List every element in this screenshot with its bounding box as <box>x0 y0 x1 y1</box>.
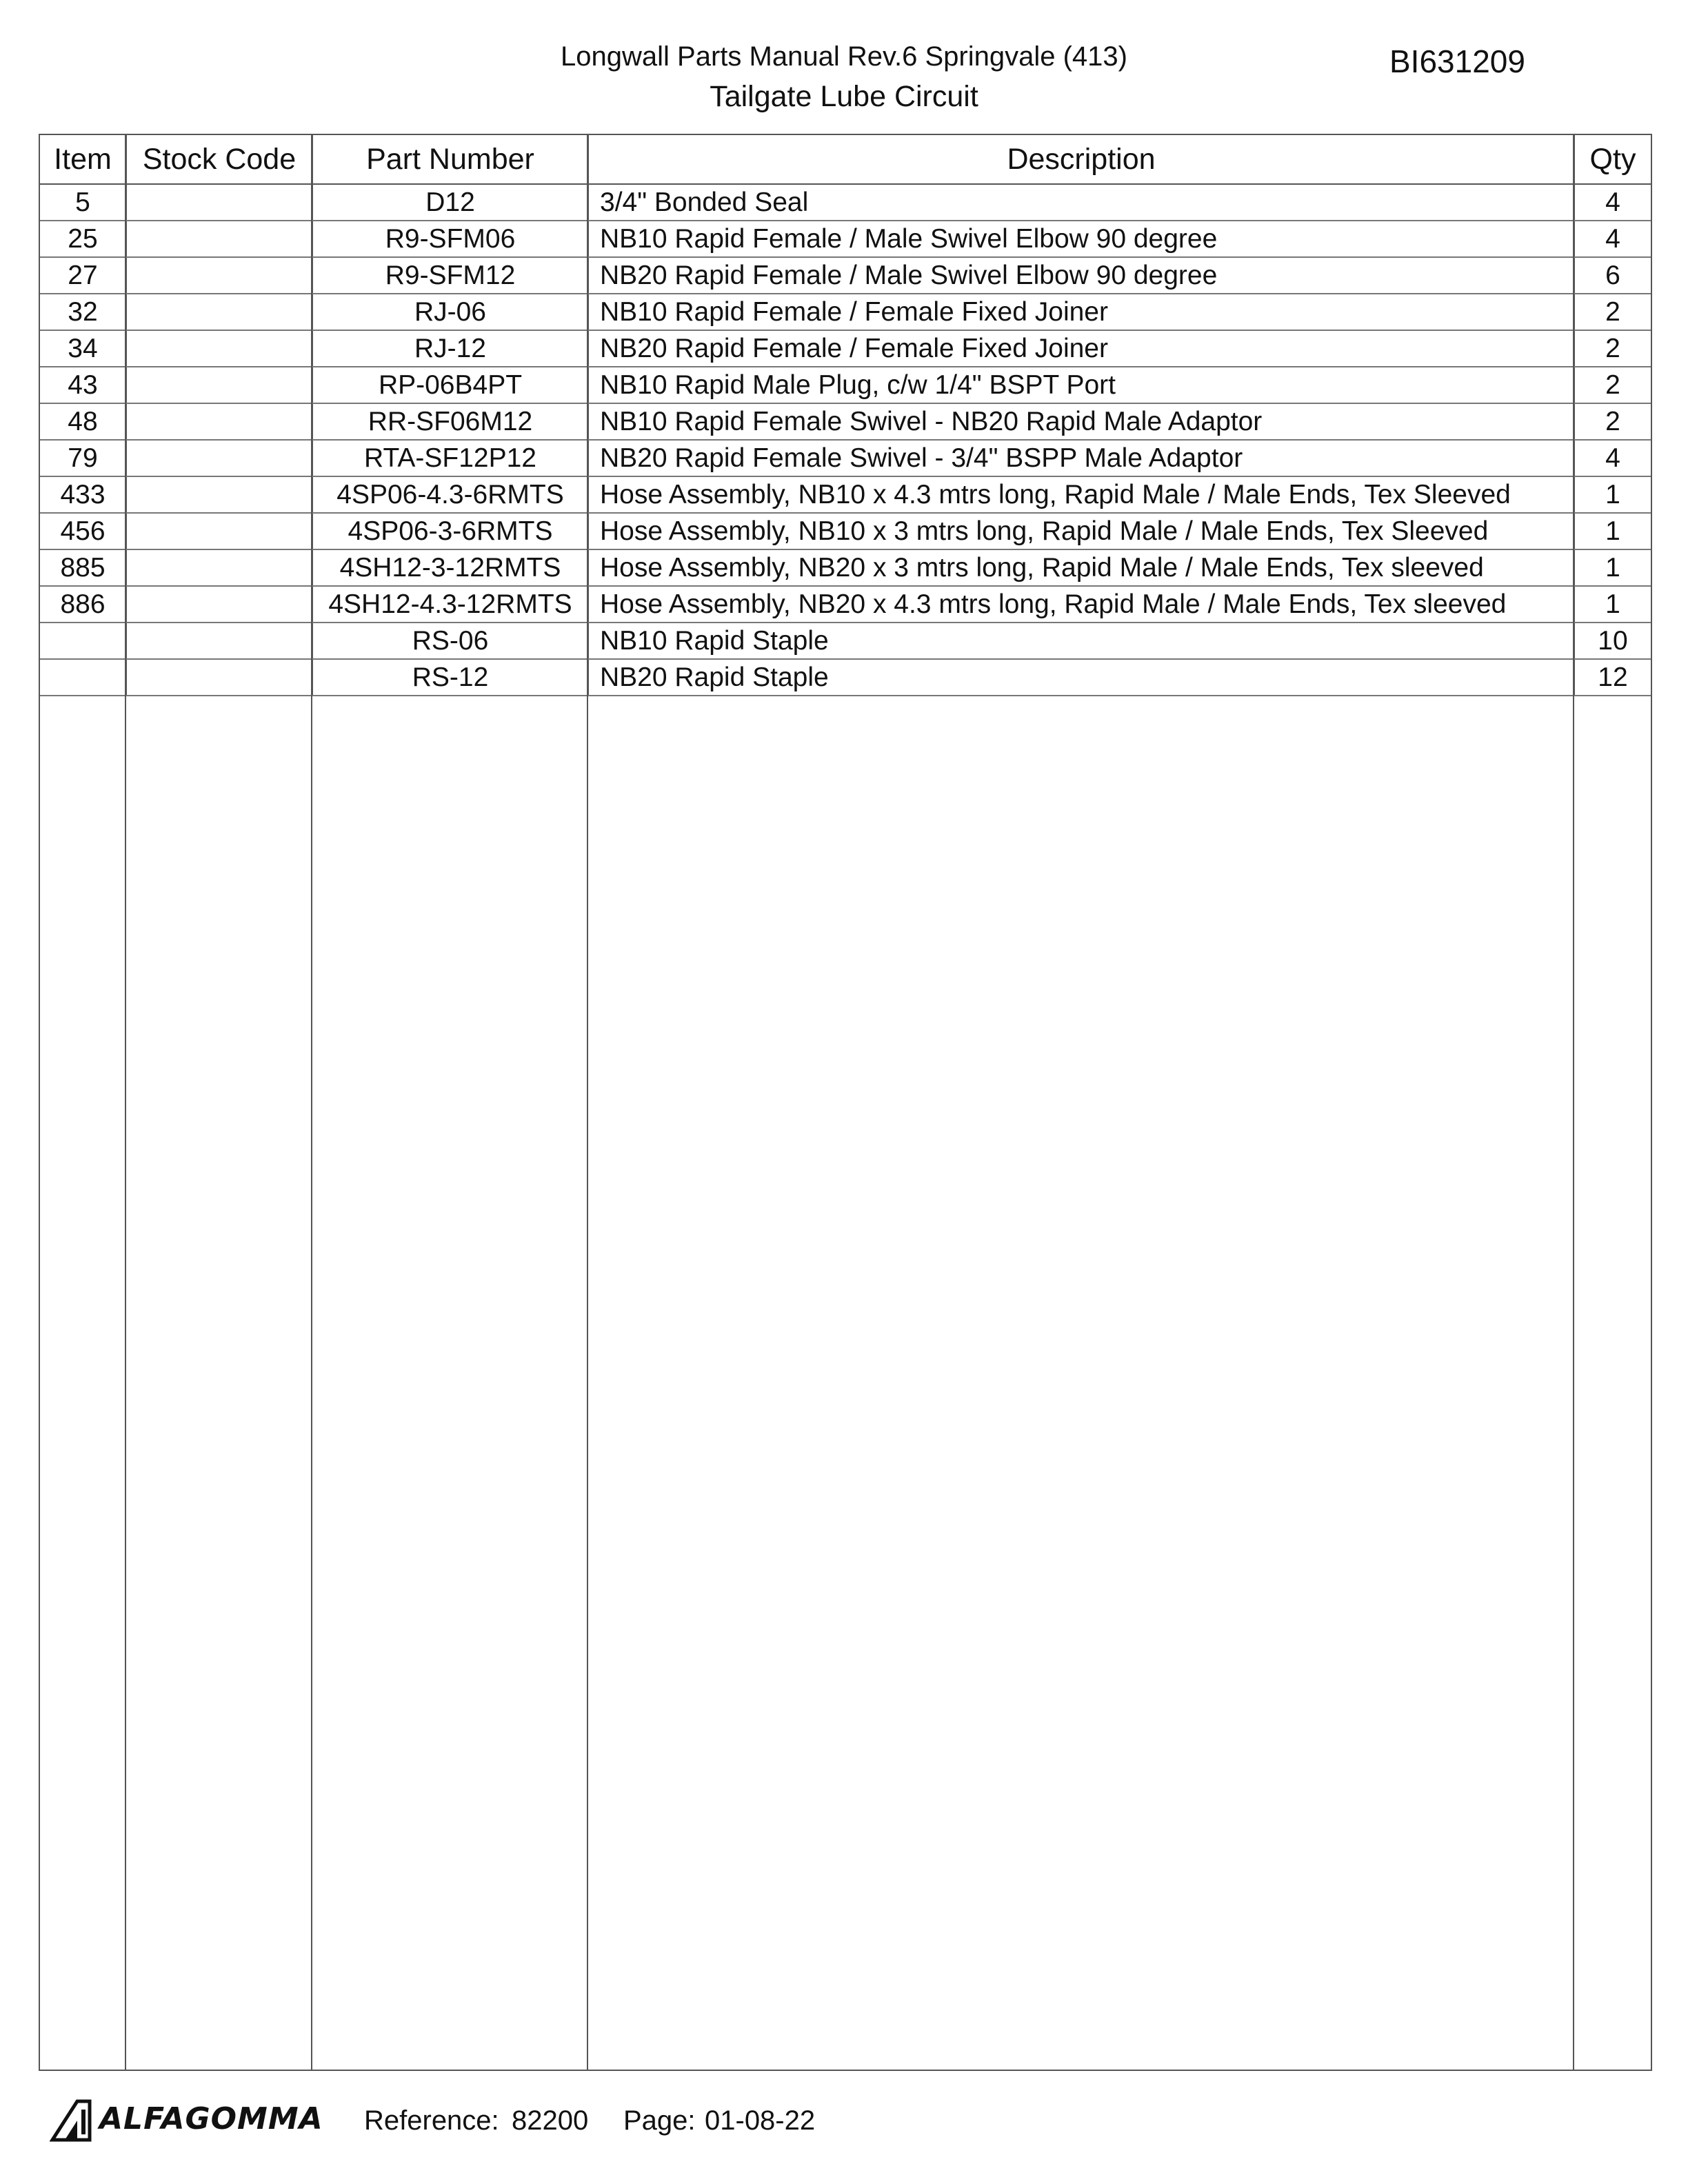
stock-code-cell <box>126 221 312 257</box>
item-cell: 886 <box>40 586 126 623</box>
description-cell: NB20 Rapid Female / Male Swivel Elbow 90 degree <box>588 257 1574 294</box>
table-row <box>40 659 1651 696</box>
stock-code-cell <box>126 257 312 294</box>
part-number-cell: 4SP06-4.3-6RMTS <box>312 476 588 513</box>
column-header-description: Description <box>588 135 1574 184</box>
stock-code-cell <box>126 367 312 403</box>
stock-code-cell <box>126 513 312 549</box>
description-cell: NB20 Rapid Female Swivel - 3/4" BSPP Male Adaptor <box>588 440 1574 476</box>
page-label: Page: <box>623 2105 696 2136</box>
table-row <box>40 549 1651 586</box>
alfagomma-logo-icon <box>50 2097 94 2143</box>
qty-cell: 1 <box>1574 549 1651 586</box>
table-row <box>40 184 1651 221</box>
qty-cell: 12 <box>1574 659 1651 696</box>
table-row <box>40 513 1651 549</box>
item-cell: 25 <box>40 221 126 257</box>
item-cell: 5 <box>40 184 126 221</box>
description-cell: Hose Assembly, NB20 x 4.3 mtrs long, Rapid Male / Male Ends, Tex sleeved <box>588 586 1574 623</box>
description-cell: NB10 Rapid Staple <box>588 623 1574 659</box>
qty-cell: 4 <box>1574 221 1651 257</box>
table-row <box>40 403 1651 440</box>
item-cell <box>40 659 126 696</box>
reference-value: 82200 <box>512 2105 589 2136</box>
item-cell: 34 <box>40 330 126 367</box>
stock-code-cell <box>126 440 312 476</box>
stock-code-cell <box>126 403 312 440</box>
description-cell: NB10 Rapid Male Plug, c/w 1/4" BSPT Port <box>588 367 1574 403</box>
table-row <box>40 440 1651 476</box>
part-number-cell: R9-SFM06 <box>312 221 588 257</box>
stock-code-cell <box>126 549 312 586</box>
column-divider <box>587 135 588 2070</box>
description-cell: NB20 Rapid Staple <box>588 659 1574 696</box>
item-cell: 885 <box>40 549 126 586</box>
stock-code-cell <box>126 586 312 623</box>
description-cell: NB20 Rapid Female / Female Fixed Joiner <box>588 330 1574 367</box>
column-header-part-number: Part Number <box>312 135 588 184</box>
part-number-cell: RTA-SF12P12 <box>312 440 588 476</box>
page-value: 01-08-22 <box>705 2105 816 2136</box>
qty-cell: 10 <box>1574 623 1651 659</box>
table-row <box>40 586 1651 623</box>
part-number-cell: RJ-06 <box>312 294 588 330</box>
table-row <box>40 330 1651 367</box>
part-number-cell: RJ-12 <box>312 330 588 367</box>
description-cell: Hose Assembly, NB10 x 4.3 mtrs long, Rapid Male / Male Ends, Tex Sleeved <box>588 476 1574 513</box>
description-cell: Hose Assembly, NB20 x 3 mtrs long, Rapid Male / Male Ends, Tex sleeved <box>588 549 1574 586</box>
stock-code-cell <box>126 659 312 696</box>
table-row <box>40 257 1651 294</box>
qty-cell: 1 <box>1574 476 1651 513</box>
manual-title: Longwall Parts Manual Rev.6 Springvale (413) <box>561 41 1127 72</box>
column-divider <box>1573 135 1574 2070</box>
item-cell: 43 <box>40 367 126 403</box>
item-cell <box>40 623 126 659</box>
description-cell: Hose Assembly, NB10 x 3 mtrs long, Rapid Male / Male Ends, Tex Sleeved <box>588 513 1574 549</box>
item-cell: 79 <box>40 440 126 476</box>
qty-cell: 2 <box>1574 367 1651 403</box>
qty-cell: 4 <box>1574 184 1651 221</box>
document-code: BI631209 <box>1389 43 1525 79</box>
qty-cell: 2 <box>1574 403 1651 440</box>
part-number-cell: R9-SFM12 <box>312 257 588 294</box>
column-divider <box>125 135 126 2070</box>
parts-list-frame <box>39 134 1652 2071</box>
stock-code-cell <box>126 184 312 221</box>
reference-label: Reference: <box>364 2105 499 2136</box>
part-number-cell: RP-06B4PT <box>312 367 588 403</box>
item-cell: 27 <box>40 257 126 294</box>
part-number-cell: RS-12 <box>312 659 588 696</box>
stock-code-cell <box>126 294 312 330</box>
column-header-qty: Qty <box>1574 135 1651 184</box>
section-title: Tailgate Lube Circuit <box>710 80 978 113</box>
logo-wordmark: ALFAGOMMA <box>99 2101 323 2136</box>
item-cell: 456 <box>40 513 126 549</box>
item-cell: 48 <box>40 403 126 440</box>
description-cell: NB10 Rapid Female / Male Swivel Elbow 90 degree <box>588 221 1574 257</box>
qty-cell: 2 <box>1574 294 1651 330</box>
part-number-cell: RR-SF06M12 <box>312 403 588 440</box>
page-header <box>0 0 1688 131</box>
description-cell: 3/4" Bonded Seal <box>588 184 1574 221</box>
description-cell: NB10 Rapid Female / Female Fixed Joiner <box>588 294 1574 330</box>
table-header-row <box>40 135 1651 184</box>
part-number-cell: RS-06 <box>312 623 588 659</box>
description-cell: NB10 Rapid Female Swivel - NB20 Rapid Male Adaptor <box>588 403 1574 440</box>
column-divider <box>311 135 312 2070</box>
qty-cell: 1 <box>1574 513 1651 549</box>
table-row <box>40 476 1651 513</box>
part-number-cell: 4SH12-3-12RMTS <box>312 549 588 586</box>
table-row <box>40 221 1651 257</box>
item-cell: 433 <box>40 476 126 513</box>
qty-cell: 4 <box>1574 440 1651 476</box>
table-row <box>40 294 1651 330</box>
table-row <box>40 623 1651 659</box>
item-cell: 32 <box>40 294 126 330</box>
stock-code-cell <box>126 476 312 513</box>
part-number-cell: D12 <box>312 184 588 221</box>
parts-table <box>40 135 1651 696</box>
stock-code-cell <box>126 330 312 367</box>
stock-code-cell <box>126 623 312 659</box>
alfagomma-logo <box>50 2096 339 2144</box>
qty-cell: 2 <box>1574 330 1651 367</box>
qty-cell: 1 <box>1574 586 1651 623</box>
column-header-item: Item <box>40 135 126 184</box>
table-row <box>40 367 1651 403</box>
column-header-stock-code: Stock Code <box>126 135 312 184</box>
part-number-cell: 4SH12-4.3-12RMTS <box>312 586 588 623</box>
qty-cell: 6 <box>1574 257 1651 294</box>
part-number-cell: 4SP06-3-6RMTS <box>312 513 588 549</box>
page-footer <box>50 2096 1636 2144</box>
parts-table-body <box>40 184 1651 696</box>
